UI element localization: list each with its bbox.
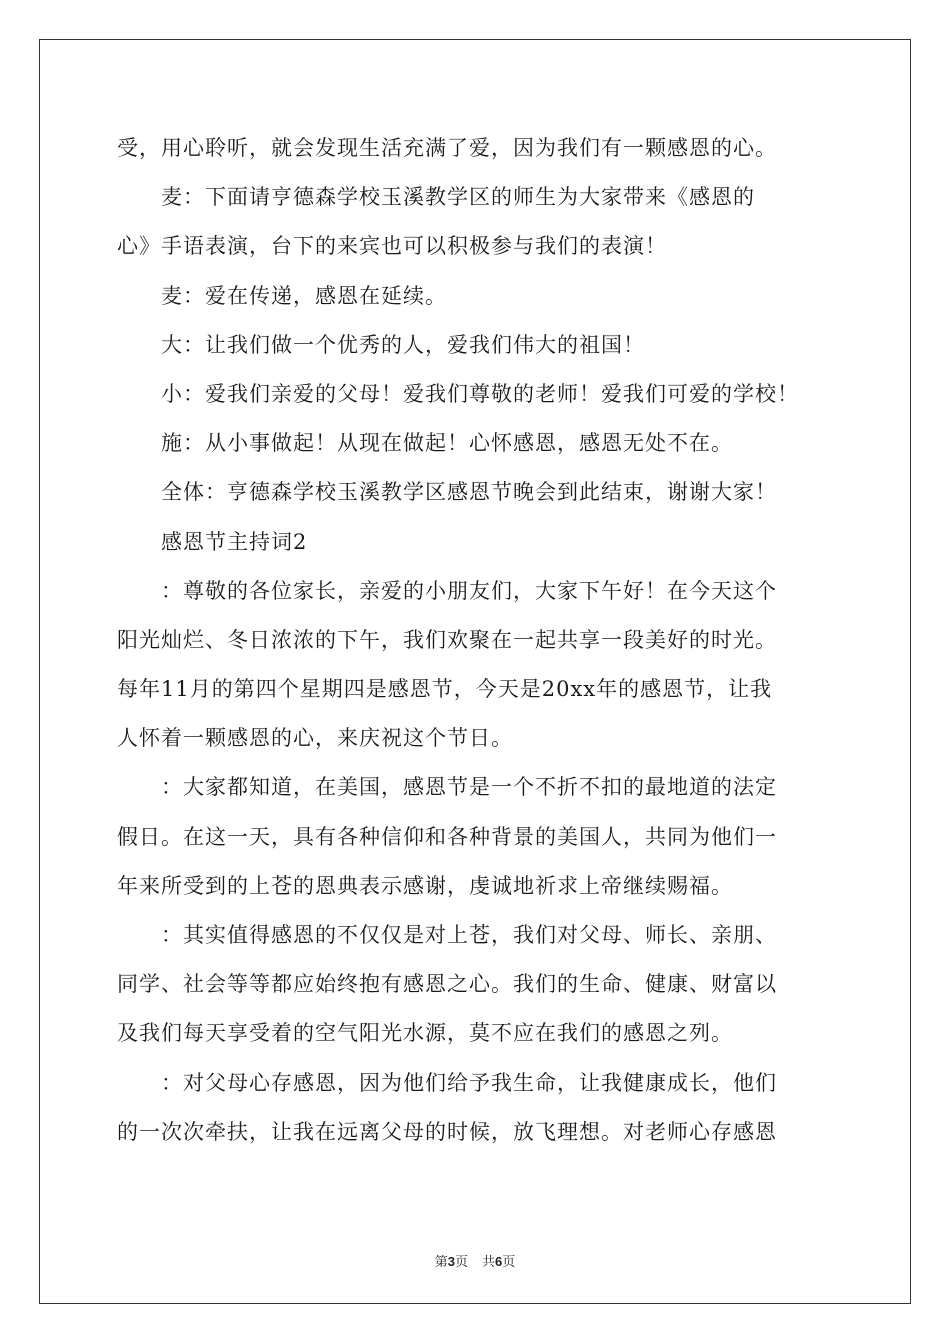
- text-line: ：其实值得感恩的不仅仅是对上苍，我们对父母、师长、亲朋、: [161, 923, 777, 947]
- document-body: [117, 128, 833, 1161]
- page-number: 3: [447, 1254, 455, 1269]
- text-line: 麦：爱在传递，感恩在延续。: [161, 283, 447, 308]
- text-line: 同学、社会等等都应始终抱有感恩之心。我们的生命、健康、财富以: [117, 972, 777, 997]
- text-line: 每年11月的第四个星期四是感恩节，今天是20xx年的感恩节，让我: [117, 677, 773, 702]
- text-line: ：对父母心存感恩，因为他们给予我生命，让我健康成长，他们: [161, 1070, 777, 1095]
- page-suffix: 页: [454, 1255, 468, 1270]
- text-line: 假日。在这一天，具有各种信仰和各种背景的美国人，共同为他们一: [117, 824, 777, 849]
- text-line: 年来所受到的上苍的恩典表示感谢，虔诚地祈求上帝继续赐福。: [117, 873, 733, 898]
- page-prefix: 第: [434, 1255, 448, 1270]
- text-line: 阳光灿烂、冬日浓浓的下午，我们欢聚在一起共享一段美好的时光。: [117, 627, 777, 652]
- text-line: 及我们每天享受着的空气阳光水源，莫不应在我们的感恩之列。: [117, 1021, 733, 1046]
- text-line: 施：从小事做起！从现在做起！心怀感恩，感恩无处不在。: [161, 431, 733, 456]
- text-line: 心》手语表演，台下的来宾也可以积极参与我们的表演！: [117, 234, 667, 259]
- text-line: 的一次次牵扶，让我在远离父母的时候，放飞理想。对老师心存感恩: [117, 1119, 777, 1144]
- text-line: 大：让我们做一个优秀的人，爱我们伟大的祖国！: [161, 332, 645, 357]
- text-line: ：大家都知道，在美国，感恩节是一个不折不扣的最地道的法定: [161, 775, 777, 800]
- page-footer: [0, 1251, 950, 1270]
- total-prefix: 共: [482, 1255, 496, 1270]
- text-line: ：尊敬的各位家长，亲爱的小朋友们，大家下午好！在今天这个: [161, 578, 777, 603]
- total-suffix: 页: [502, 1255, 516, 1270]
- total-pages: 6: [495, 1254, 503, 1269]
- text-line: 小：爱我们亲爱的父母！爱我们尊敬的老师！爱我们可爱的学校！: [161, 381, 799, 406]
- text-line: 人怀着一颗感恩的心，来庆祝这个节日。: [117, 726, 513, 751]
- text-line: 受，用心聆听，就会发现生活充满了爱，因为我们有一颗感恩的心。: [117, 136, 777, 160]
- section-heading: 感恩节主持词2: [161, 529, 308, 554]
- text-line: 全体：亨德森学校玉溪教学区感恩节晚会到此结束，谢谢大家！: [161, 480, 777, 505]
- text-line: 麦：下面请亨德森学校玉溪教学区的师生为大家带来《感恩的: [161, 185, 755, 210]
